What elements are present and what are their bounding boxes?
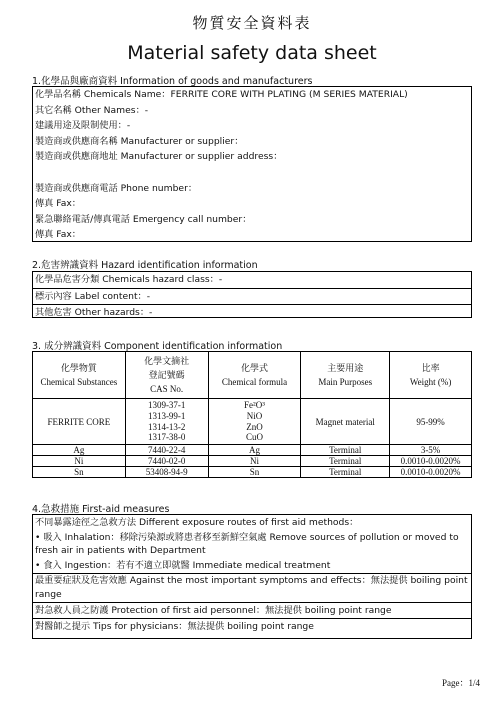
- section-4-box: [32, 514, 472, 639]
- section-2-box: [32, 271, 472, 318]
- manufacturer-address-row: 製造商或供應商地址 Manufacturer or supplier address：: [35, 151, 283, 163]
- emergency-call-row: 緊急聯絡電話/傳真電話 Emergency call number：: [35, 213, 252, 225]
- other-hazards-row: 其他危害 Other hazards：-: [35, 307, 153, 319]
- section-1-heading: 1.化學品與廠商資料 Information of goods and manufacturers: [32, 76, 313, 87]
- manufacturer-row: 製造商或供應商名稱 Manufacturer or supplier：: [35, 135, 244, 147]
- header-cas: 化學文摘社 登記號碼 CAS No.: [125, 352, 208, 399]
- ingestion-item: • 食入 Ingestion：若有不適立即就醫 Immediate medical treatment: [35, 559, 331, 571]
- header-weight: 比率 Weight (%): [390, 352, 472, 399]
- ferrite-purpose: Magnet material: [301, 399, 390, 445]
- table-row: Sn 53408-94-9 Sn Terminal 0.0010-0.0020%: [33, 467, 472, 478]
- exposure-routes-title: 不同暴露途徑之急救方法 Different exposure routes of first aid methods：: [35, 517, 359, 528]
- section-1-box: [32, 86, 472, 242]
- other-names-row: 其它名稱 Other Names：-: [35, 104, 149, 116]
- label-content-row: 標示內容 Label content：-: [33, 289, 471, 306]
- table-row: Ag 7440-22-4 Ag Terminal 3-5%: [33, 445, 472, 456]
- ferrite-substance: FERRITE CORE: [33, 399, 126, 445]
- title-english: Material safety data sheet: [127, 42, 377, 64]
- section-3-heading: 3. 成分辨識資料 Component identification information: [32, 341, 283, 352]
- component-table: [32, 351, 472, 478]
- fax-row: 傳真 Fax：: [35, 198, 81, 210]
- first-aid-protection-row: 對急救人員之防護 Protection of first aid personnel：無法提供 boiling point range: [33, 603, 471, 620]
- header-formula: 化學式 Chemical formula: [208, 352, 301, 399]
- header-purpose: 主要用途 Main Purposes: [301, 352, 390, 399]
- chemical-name-row: 化學品名稱 Chemicals Name：FERRITE CORE WITH PLATING (M SERIES MATERIAL): [35, 89, 408, 100]
- ferrite-weight: 95-99%: [390, 399, 472, 445]
- recommended-use-row: 建議用途及限制使用：-: [35, 120, 131, 132]
- ferrite-formula: Fe²O³ NiO ZnO CuO: [208, 399, 301, 445]
- emergency-fax-row: 傳真 Fax：: [35, 229, 81, 241]
- phone-row: 製造商或供應商電話 Phone number：: [35, 182, 198, 194]
- exposure-routes-block: [33, 515, 471, 574]
- inhalation-item: • 吸入 Inhalation：移除污染源或將患者移至新鮮空氣處 Remove sources of pollution or moved to fresh air in patients with Department: [35, 531, 459, 557]
- symptoms-row: 最重要症狀及危害效應 Against the most important symptoms and effects：無法提供 boiling point range: [33, 574, 471, 602]
- component-header-row: [33, 352, 472, 399]
- section-4-heading: 4.急救措施 First-aid measures: [32, 504, 170, 515]
- ferrite-cas: 1309-37-1 1313-99-1 1314-13-2 1317-38-0: [125, 399, 208, 445]
- title-chinese: 物質安全資料表: [192, 14, 312, 32]
- hazard-class-row: 化學品危害分類 Chemicals hazard class：-: [33, 272, 471, 289]
- physician-tips-row: 對醫師之提示 Tips for physicians：無法提供 boiling point range: [35, 621, 314, 633]
- header-substance: 化學物質 Chemical Substances: [33, 352, 126, 399]
- page-number: Page：1/4: [442, 678, 480, 688]
- section-2-heading: 2.危害辨識資料 Hazard identification information: [32, 260, 258, 271]
- table-row-ferrite: [33, 399, 472, 445]
- table-row: Ni 7440-02-0 Ni Terminal 0.0010-0.0020%: [33, 456, 472, 467]
- blank-row: [33, 165, 471, 181]
